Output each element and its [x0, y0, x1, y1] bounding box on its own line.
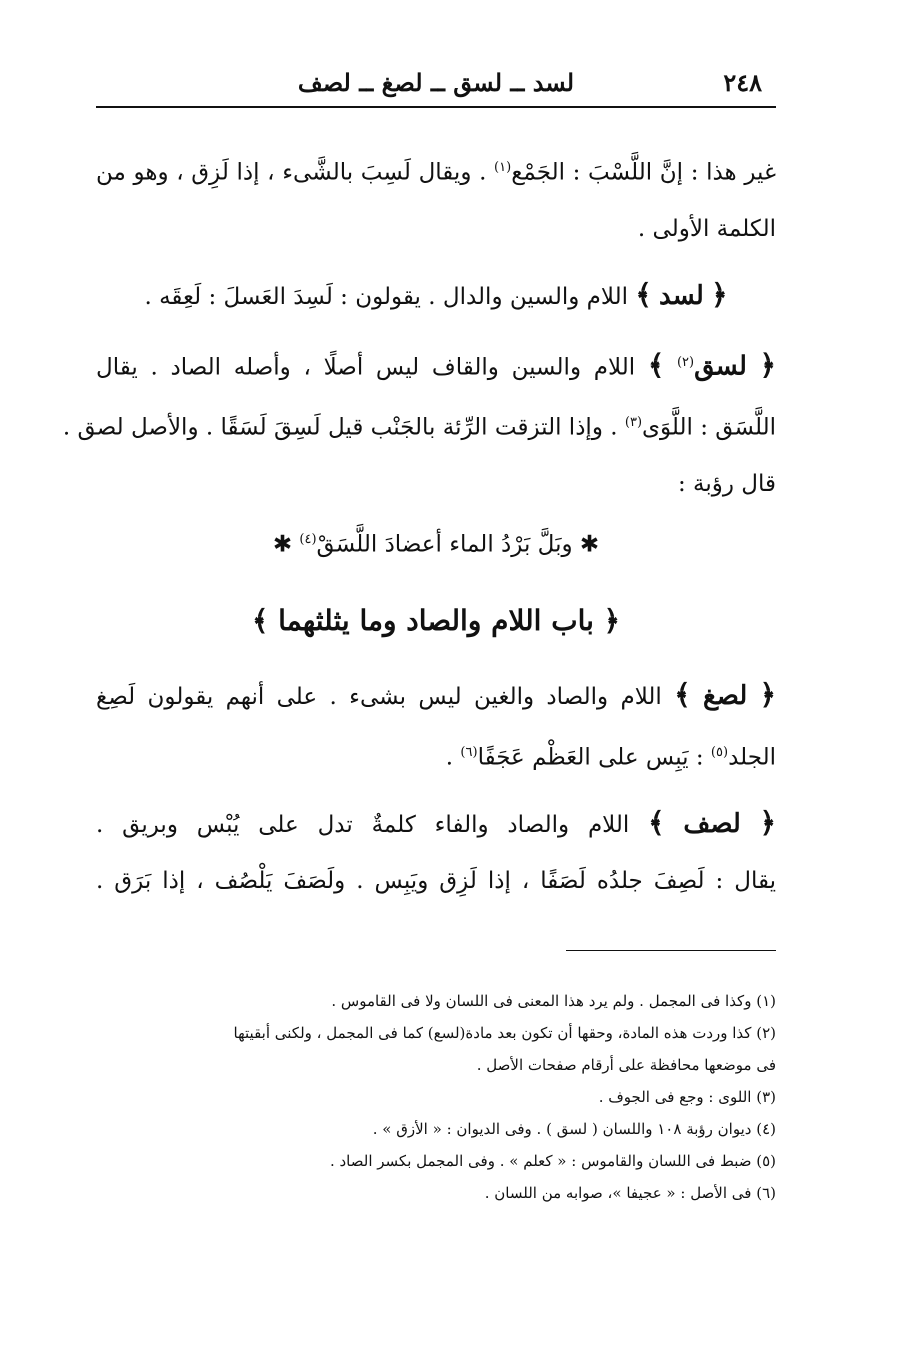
text-segment: . ويقال لَسِبَ بالشَّىء ، إذا لَزِق ، وهو من: [96, 159, 487, 186]
footnote-continuation: فى موضعها محافظة على أرقام صفحات الأصل .: [476, 1056, 776, 1074]
entry-text: اللام والصاد والفاء كلمةٌ تدل على يُبْس وبريق .: [96, 812, 630, 839]
text-segment: . وإذا التزقت الرِّئة بالجَنْب قيل لَسِقَ لَسَقًا . والأصل لصق .: [62, 414, 618, 441]
footnote: (٤) ديوان رؤبة ١٠٨ واللسان ( لسق ) . وفى الديوان : « الأزق » .: [372, 1120, 776, 1138]
text-line: يقال : لَصِفَ جلدُه لَصَفًا ، إذا لَزِق ويَبِس . ولَصَفَ يَلْصُف ، إذا بَرَق .: [96, 868, 776, 895]
ornament-bracket: ﴾: [647, 348, 665, 382]
page-number: ٢٤٨: [723, 68, 762, 97]
ornament-bracket: ﴾: [251, 603, 269, 637]
entry-headword: لسد: [659, 280, 704, 311]
ornament-bracket: ﴾: [674, 677, 691, 711]
footnote: (٣) اللوى : وجع فى الجوف .: [598, 1088, 776, 1106]
ornament-bracket: ﴿: [759, 348, 776, 382]
verse-text: وبَلَّ بَرْدُ الماء أعضادَ اللَّسَقْ: [316, 531, 573, 558]
text-line: [96, 725, 776, 786]
entry-lsf: [96, 795, 776, 853]
ornament-bracket: ﴿: [759, 806, 777, 840]
entry-lsd: [96, 267, 776, 325]
entry-lsq: [96, 335, 776, 396]
ornament-bracket: ﴾: [635, 277, 652, 311]
footnote-ref: (٤): [299, 531, 317, 547]
footnote: (٦) فى الأصل : « عجيفا »، صوابه من اللسان .: [484, 1184, 776, 1202]
footnotes: [96, 985, 776, 1209]
chapter-title: [96, 591, 776, 651]
footnote: (١) وكذا فى المجمل . ولم يرد هذا المعنى فى اللسان ولا فى القاموس .: [331, 992, 776, 1010]
ornament-bracket: ﴾: [648, 806, 665, 840]
text-segment: غير هذا : إنَّ اللَّسْبَ : الجَمْع: [511, 159, 776, 186]
ornament-bracket: ﴿: [603, 603, 621, 637]
page-header: [96, 62, 776, 108]
footnote: (٥) ضبط فى اللسان والقاموس : « كعلم » . وفى المجمل بكسر الصاد .: [329, 1152, 776, 1170]
footnote-divider: [566, 950, 776, 951]
ornament-bracket: ﴿: [759, 677, 777, 711]
entry-text: اللام والصاد والغين ليس بشىء . على أنهم يقولون لَصِغ: [96, 683, 662, 710]
text-line: قال رؤبة :: [677, 470, 776, 497]
entry-text: اللام والسين والقاف ليس أصلًا ، وأصله الصاد . يقال: [96, 354, 636, 381]
entry-headword: لسق: [694, 351, 747, 382]
footnote-ref: (٥): [710, 744, 729, 760]
running-head: لسد ــ لسق ــ لصغ ــ لصف: [297, 68, 575, 97]
footnote-ref: (١): [494, 160, 512, 175]
verse-line: [96, 512, 776, 573]
entry-headword: لصف: [683, 809, 741, 840]
ornament-bracket: ﴿: [711, 277, 728, 311]
footnote: (٢) كذا وردت هذه المادة، وحقها أن تكون بعد مادة(لسع) كما فى المجمل ، ولكنى أبقيتها: [233, 1024, 776, 1042]
main-text: [62, 140, 777, 909]
text-line: الكلمة الأولى .: [637, 215, 776, 242]
text-segment: الجلد: [728, 744, 776, 771]
footnote-ref: (٢): [676, 354, 695, 370]
text-segment: اللَّسَق : اللَّوَى: [642, 414, 776, 441]
text-segment: : يَبِس على العَظْم عَجَفًا: [477, 744, 704, 771]
entry-text: اللام والسين والدال . يقولون : لَسِدَ العَسلَ : لَعِقَه .: [144, 283, 629, 310]
text-line: [96, 140, 776, 201]
entry-headword: لصغ: [702, 680, 748, 711]
asterisk-mark: ✱: [272, 531, 293, 558]
text-segment: .: [445, 744, 454, 771]
text-line: [62, 395, 776, 456]
footnote-ref: (٦): [460, 744, 478, 760]
footnote-ref: (٣): [624, 415, 643, 431]
chapter-title-text: باب اللام والصاد وما يثلثهما: [278, 603, 594, 637]
asterisk-mark: ✱: [579, 531, 600, 558]
entry-lsgh: [96, 667, 776, 725]
